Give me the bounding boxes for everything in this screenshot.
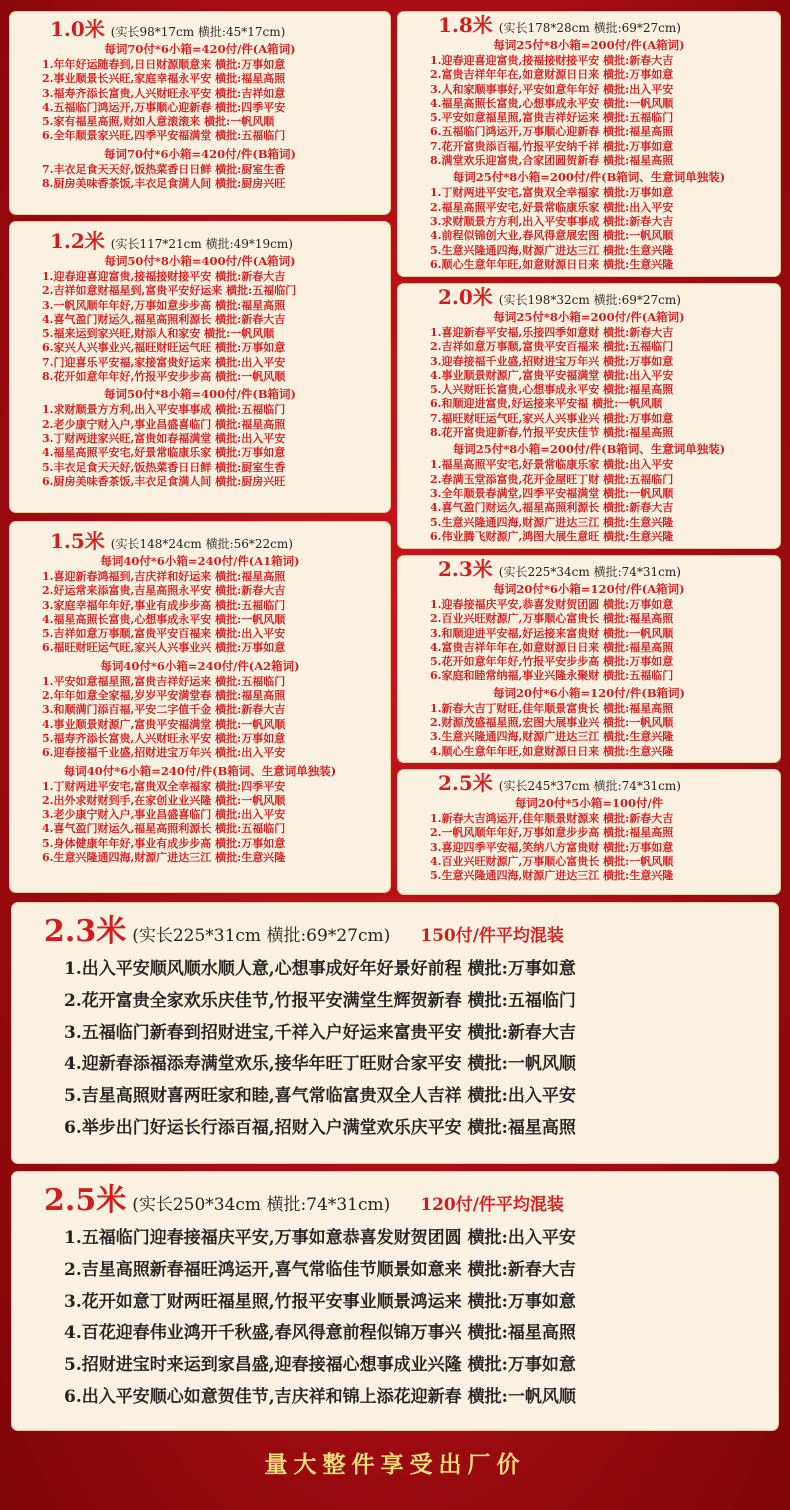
couplet-line: 2.福星高照平安宅,好景常临康乐家 横批:出入平安 bbox=[430, 200, 674, 214]
couplet-list bbox=[10, 780, 390, 866]
couplet-list bbox=[398, 186, 780, 272]
card-1-5m bbox=[10, 522, 390, 892]
couplet-list bbox=[10, 58, 390, 144]
size-label: 1.8米 bbox=[438, 13, 493, 37]
couplet-line: 8.厨房美味香茶饭,丰衣足食满人间 横批:厨房兴旺 bbox=[42, 177, 286, 191]
couplet-line: 7.福旺财旺运气旺,家兴人兴事业兴 横批:万事如意 bbox=[430, 411, 674, 425]
couplet-list bbox=[398, 326, 780, 440]
footer-slogan: 量大整件享受出厂价 bbox=[264, 1451, 526, 1478]
couplet-line: 3.福寿齐添长富贵,人兴财旺永平安 横批:吉祥如意 bbox=[42, 86, 286, 100]
couplet-line: 5.福来运到家兴旺,财添人和家安 横批:一帆风顺 bbox=[42, 327, 275, 341]
couplet-line: 4.百业兴旺财源广,万事顺心富贵长 横批:一帆风顺 bbox=[430, 854, 674, 868]
couplet-list bbox=[10, 403, 390, 489]
couplet-line: 5.吉祥如意万事顺,富贵平安百福来 横批:出入平安 bbox=[42, 627, 286, 641]
size-label: 2.0米 bbox=[438, 285, 493, 309]
couplet-line: 4.喜气盈门财运久,福星高照利源长 横批:五福临门 bbox=[42, 822, 286, 836]
couplet-line: 1.迎春迎喜迎富贵,接福接财接平安 横批:新春大吉 bbox=[430, 54, 674, 67]
couplet-line: 3.求财顺景方方利,出入平安事事成 横批:新春大吉 bbox=[430, 214, 674, 228]
couplet-list bbox=[10, 570, 390, 656]
couplet-list bbox=[398, 598, 780, 684]
box-b-heading: 每词50付*8小箱=400付/件(B箱词) bbox=[104, 387, 296, 402]
couplet-line: 3.和顺满门添百福,平安二字值千金 横批:新春大吉 bbox=[42, 703, 286, 717]
couplet-line: 2.出外求财财到手,在家创业业兴隆 横批:一帆风顺 bbox=[42, 793, 286, 807]
couplet-line: 2.财源茂盛福星照,宏图大展事业兴 横批:一帆风顺 bbox=[430, 716, 674, 730]
couplet-line: 6.全年顺景家兴旺,四季平安福满堂 横批:五福临门 bbox=[42, 129, 286, 143]
couplet-line: 4.前程似锦创大业,春风得意展宏图 横批:一帆风顺 bbox=[430, 229, 674, 243]
spec-label: (实长245*37cm 横批:74*31cm) bbox=[498, 779, 681, 793]
couplet-line: 2.好运常来添富贵,吉星高照永平安 横批:新春大吉 bbox=[42, 584, 286, 598]
couplet-line: 5.生意兴隆通四海,财源广进达三江 横批:生意兴隆 bbox=[430, 515, 674, 529]
couplet-line: 3.和顺迎进平安福,好运接来富贵财 横批:一帆风顺 bbox=[430, 626, 674, 640]
couplet-line: 3.家庭幸福年年好,事业有成步步高 横批:五福临门 bbox=[42, 598, 286, 612]
couplet-line: 4.喜气盈门财运久,福星高照利源长 横批:新春大吉 bbox=[42, 312, 286, 326]
box-b-heading: 每词70付*6小箱=420付/件(B箱词) bbox=[104, 146, 296, 161]
couplet-line: 3.花开如意丁财两旺福星照,竹报平安事业顺景鸿运来 横批:万事如意 bbox=[64, 1291, 576, 1312]
card-1m bbox=[10, 12, 390, 214]
couplet-line: 6.家庭和睦常纳福,事业兴隆永聚财 横批:五福临门 bbox=[430, 669, 674, 683]
couplet-line: 3.喜迎四季平安福,笑纳八方富贵财 横批:万事如意 bbox=[430, 840, 674, 854]
couplet-line: 2.吉祥如意万事顺,富贵平安百福来 横批:五福临门 bbox=[430, 340, 674, 354]
spec-label: (实长178*28cm 横批:69*27cm) bbox=[498, 21, 681, 35]
couplet-line: 6.福旺财旺运气旺,家兴人兴事业兴 横批:万事如意 bbox=[42, 641, 286, 655]
box-b-heading: 每词25付*8小箱=200付/件(B箱词、生意词单独装) bbox=[452, 170, 726, 185]
couplet-line: 1.丁财两进平安宅,富贵双全幸福家 横批:四季平安 bbox=[42, 779, 286, 793]
couplet-line: 2.花开富贵全家欢乐庆佳节,竹报平安满堂生辉贺新春 横批:五福临门 bbox=[64, 990, 576, 1011]
couplet-line: 4.顺心生意年年旺,如意财源日日来 横批:生意兴隆 bbox=[430, 744, 674, 758]
box-a-heading: 每词25付*8小箱=200付/件(A箱词) bbox=[493, 310, 685, 324]
couplet-list bbox=[398, 702, 780, 759]
couplet-line: 1.求财顺景方方利,出入平安事事成 横批:五福临门 bbox=[42, 403, 286, 417]
couplet-line: 2.富贵吉祥年年在,如意财源日日来 横批:万事如意 bbox=[430, 68, 674, 82]
box-a-heading: 每词20付*6小箱=120付/件(A箱词) bbox=[493, 582, 685, 596]
spec-label: (实长198*32cm 横批:69*27cm) bbox=[498, 293, 681, 307]
couplet-line: 2.年年如意全家福,岁岁平安满堂春 横批:福星高照 bbox=[42, 689, 286, 703]
couplet-line: 2.吉星高照新春福旺鸿运开,喜气常临佳节顺景如意来 横批:新春大吉 bbox=[64, 1259, 576, 1280]
couplet-line: 5.招财进宝时来运到家昌盛,迎春接福心想事成业兴隆 横批:万事如意 bbox=[64, 1355, 576, 1376]
couplet-list bbox=[12, 954, 778, 1145]
card-big-2-5m bbox=[12, 1172, 778, 1430]
couplet-line: 6.举步出门好运长行添百福,招财入户满堂欢乐庆平安 横批:福星高照 bbox=[64, 1117, 576, 1138]
couplet-line: 5.平安如意福星照,富贵吉祥好运来 横批:五福临门 bbox=[430, 111, 674, 125]
couplet-line: 3.全年顺景春满堂,四季平安福满堂 横批:一帆风顺 bbox=[430, 486, 674, 500]
size-label: 2.5米 bbox=[44, 1183, 127, 1218]
couplet-line: 5.身体健康年年好,事业有成步步高 横批:万事如意 bbox=[42, 836, 286, 850]
couplet-line: 5.花开如意年年好,竹报平安步步高 横批:万事如意 bbox=[430, 655, 674, 669]
size-label: 2.3米 bbox=[438, 557, 493, 581]
couplet-line: 1.迎春接福庆平安,恭喜发财贺团圆 横批:万事如意 bbox=[430, 598, 674, 611]
box-b-heading: 每词25付*8小箱=200付/件(B箱词、生意词单独装) bbox=[452, 442, 726, 457]
couplet-line: 8.满堂欢乐迎富贵,合家团圆贺新春 横批:福星高照 bbox=[430, 154, 674, 168]
couplet-line: 5.人兴财旺长富贵,心想事成永平安 横批:福星高照 bbox=[430, 383, 674, 397]
couplet-line: 4.喜气盈门财运久,福星高照利源长 横批:新春大吉 bbox=[430, 501, 674, 515]
couplet-line: 1.新春大吉丁财旺,佳年顺景富贵长 横批:福星高照 bbox=[430, 701, 674, 715]
couplet-line: 5.家有福星高照,财如人意滚滚来 横批:一帆风顺 bbox=[42, 115, 275, 129]
couplet-line: 4.五福临门鸿运开,万事顺心迎新春 横批:四季平安 bbox=[42, 100, 286, 114]
box-a1-heading: 每词40付*6小箱=240付/件(A1箱词) bbox=[100, 554, 300, 568]
couplet-line: 2.事业顺景长兴旺,家庭幸福永平安 横批:福星高照 bbox=[42, 72, 286, 86]
couplet-line: 4.百花迎春伟业鸿开千秋盛,春风得意前程似锦万事兴 横批:福星高照 bbox=[64, 1323, 576, 1344]
box-a-heading: 每词25付*8小箱=200付/件(A箱词) bbox=[493, 38, 685, 52]
spec-label: (实长225*34cm 横批:74*31cm) bbox=[498, 565, 681, 579]
couplet-line: 6.顺心生意年年旺,如意财源日日来 横批:生意兴隆 bbox=[430, 257, 674, 271]
couplet-line: 5.生意兴隆通四海,财源广进达三江 横批:生意兴隆 bbox=[430, 869, 674, 883]
couplet-line: 1.新春大吉鸿运开,佳年顺景财源来 横批:新春大吉 bbox=[430, 812, 674, 825]
couplet-line: 2.吉祥如意财福星到,富贵平安好运来 横批:五福临门 bbox=[42, 284, 297, 298]
card-1-2m bbox=[10, 222, 390, 512]
card-2-3m bbox=[398, 556, 780, 762]
couplet-line: 6.五福临门鸿运开,万事顺心迎新春 横批:福星高照 bbox=[430, 125, 674, 139]
couplet-line: 5.吉星高照财喜两旺家和睦,喜气常临富贵双全人吉祥 横批:出入平安 bbox=[64, 1086, 576, 1107]
couplet-line: 8.花开富贵迎新春,竹报平安庆佳节 横批:福星高照 bbox=[430, 426, 674, 440]
couplet-line: 3.生意兴隆通四海,财源广进达三江 横批:生意兴隆 bbox=[430, 730, 674, 744]
card-big-2-3m bbox=[12, 903, 778, 1163]
card-2m bbox=[398, 284, 780, 548]
size-label: 2.3米 bbox=[44, 914, 127, 949]
couplet-line: 2.百业兴旺财源广,万事顺心富贵长 横批:福星高照 bbox=[430, 612, 674, 626]
couplet-line: 8.花开如意年年好,竹报平安步步高 横批:一帆风顺 bbox=[42, 370, 286, 384]
couplet-line: 4.福星高照长富贵,心想事成永平安 横批:一帆风顺 bbox=[42, 612, 286, 626]
couplet-line: 4.迎新春添福添寿满堂欢乐,接华年旺丁旺财合家平安 横批:一帆风顺 bbox=[64, 1054, 576, 1075]
spec-label: (实长117*21cm 横批:49*19cm) bbox=[110, 237, 293, 251]
couplet-line: 2.老少康宁财入户,事业昌盛喜临门 横批:福星高照 bbox=[42, 417, 286, 431]
couplet-list bbox=[398, 458, 780, 544]
mix-tag: 120付/件平均混装 bbox=[420, 1195, 564, 1215]
couplet-list bbox=[398, 54, 780, 168]
couplet-line: 4.事业顺景财源广,富贵平安福满堂 横批:出入平安 bbox=[430, 368, 674, 382]
spec-label: (实长148*24cm 横批:56*22cm) bbox=[110, 537, 293, 551]
spec-label: (实长250*34cm 横批:74*31cm) bbox=[132, 1195, 391, 1215]
size-label: 1.2米 bbox=[50, 229, 105, 253]
couplet-line: 4.事业顺景财源广,富贵平安福满堂 横批:一帆风顺 bbox=[42, 717, 286, 731]
couplet-list bbox=[10, 270, 390, 384]
size-label: 1.0米 bbox=[50, 17, 105, 41]
couplet-line: 3.一帆风顺年年好,万事如意步步高 横批:福星高照 bbox=[42, 298, 286, 312]
spec-label: (实长225*31cm 横批:69*27cm) bbox=[132, 926, 391, 946]
couplet-line: 6.生意兴隆通四海,财源广进达三江 横批:生意兴隆 bbox=[42, 851, 286, 865]
spec-label: (实长98*17cm 横批:45*17cm) bbox=[110, 25, 286, 39]
couplet-line: 3.老少康宁财入户,事业昌盛喜临门 横批:出入平安 bbox=[42, 808, 286, 822]
couplet-list bbox=[398, 812, 780, 883]
couplet-list bbox=[12, 1223, 778, 1414]
couplet-line: 7.丰衣足食天天好,饭热菜香日日鲜 横批:厨室生香 bbox=[42, 162, 286, 176]
couplet-line: 1.五福临门迎春接福庆平安,万事如意恭喜发财贺团圆 横批:出入平安 bbox=[64, 1228, 576, 1248]
couplet-line: 6.厨房美味香茶饭,丰衣足食满人间 横批:厨房兴旺 bbox=[42, 474, 286, 488]
couplet-line: 1.出入平安顺风顺水顺人意,心想事成好年好景好前程 横批:万事如意 bbox=[64, 959, 576, 979]
couplet-line: 1.年年好运随春到,日日财源顺意来 横批:万事如意 bbox=[42, 58, 286, 71]
couplet-list bbox=[10, 675, 390, 761]
box-a-heading: 每词70付*6小箱=420付/件(A箱词) bbox=[104, 42, 296, 56]
box-a2-heading: 每词40付*6小箱=240付/件(A2箱词) bbox=[100, 658, 300, 673]
box-heading: 每词20付*5小箱=100付/件 bbox=[514, 796, 664, 810]
couplet-line: 1.喜迎新春平安福,乐接四季如意财 横批:新春大吉 bbox=[430, 326, 674, 339]
card-2-5m bbox=[398, 770, 780, 894]
couplet-line: 7.门迎喜乐平安福,家接富贵好运来 横批:出入平安 bbox=[42, 355, 286, 369]
couplet-line: 3.迎春接福千业盛,招财进宝万年兴 横批:万事如意 bbox=[430, 354, 674, 368]
couplet-line: 2.春满玉堂添富贵,花开金屋旺丁财 横批:五福临门 bbox=[430, 472, 674, 486]
couplet-line: 4.福星高照平安宅,好景常临康乐家 横批:万事如意 bbox=[42, 446, 286, 460]
couplet-line: 7.花开富贵添百福,竹报平安纳千祥 横批:万事如意 bbox=[430, 139, 674, 153]
couplet-line: 6.家兴人兴事业兴,福旺财旺运气旺 横批:万事如意 bbox=[42, 341, 286, 355]
couplet-line: 4.富贵吉祥年年在,如意财源日日来 横批:福星高照 bbox=[430, 640, 674, 654]
box-b-heading: 每词40付*6小箱=240付/件(B箱词、生意词单独装) bbox=[63, 763, 337, 778]
couplet-line: 1.丁财两进平安宅,富贵双全幸福家 横批:万事如意 bbox=[430, 186, 674, 200]
couplet-line: 1.喜迎新春鸿福到,吉庆祥和好运来 横批:福星高照 bbox=[42, 570, 286, 583]
card-1-8m bbox=[398, 12, 780, 276]
couplet-line: 3.人和家顺事事好,平安如意年年好 横批:出入平安 bbox=[430, 82, 674, 96]
couplet-line: 5.丰衣足食天天好,饭热菜香日日鲜 横批:厨室生香 bbox=[42, 460, 286, 474]
couplet-line: 5.生意兴隆通四海,财源广进达三江 横批:生意兴隆 bbox=[430, 243, 674, 257]
size-label: 2.5米 bbox=[438, 771, 493, 795]
couplet-line: 4.福星高照长富贵,心想事成永平安 横批:一帆风顺 bbox=[430, 96, 674, 110]
couplet-line: 1.迎春迎喜迎富贵,接福接财接平安 横批:新春大吉 bbox=[42, 270, 286, 283]
size-label: 1.5米 bbox=[50, 529, 105, 553]
box-b-heading: 每词20付*6小箱=120付/件(B箱词) bbox=[493, 685, 685, 700]
mix-tag: 150付/件平均混装 bbox=[420, 926, 564, 946]
box-a-heading: 每词50付*8小箱=400付/件(A箱词) bbox=[104, 254, 296, 268]
couplet-line: 1.福星高照平安宅,好景常临康乐家 横批:出入平安 bbox=[430, 458, 674, 472]
couplet-line: 3.五福临门新春到招财进宝,千祥入户好运来富贵平安 横批:新春大吉 bbox=[64, 1022, 576, 1043]
couplet-line: 6.和顺迎进富贵,好运接来平安福 横批:一帆风顺 bbox=[430, 397, 663, 411]
couplet-line: 6.出入平安顺心如意贺佳节,吉庆祥和锦上添花迎新春 横批:一帆风顺 bbox=[64, 1386, 576, 1407]
couplet-line: 3.丁财两进家兴旺,富贵如春福满堂 横批:出入平安 bbox=[42, 431, 286, 445]
couplet-line: 2.一帆风顺年年好,万事如意步步高 横批:福星高照 bbox=[430, 826, 674, 840]
couplet-line: 1.平安如意福星照,富贵吉祥好运来 横批:五福临门 bbox=[42, 674, 286, 688]
couplet-line: 6.伟业腾飞财源广,鸿图大展生意旺 横批:生意兴隆 bbox=[430, 529, 674, 543]
couplet-line: 5.福寿齐添长富贵,人兴财旺永平安 横批:万事如意 bbox=[42, 731, 286, 745]
couplet-line: 6.迎春接福千业盛,招财进宝万年兴 横批:出入平安 bbox=[42, 746, 286, 760]
couplet-list bbox=[10, 163, 390, 192]
